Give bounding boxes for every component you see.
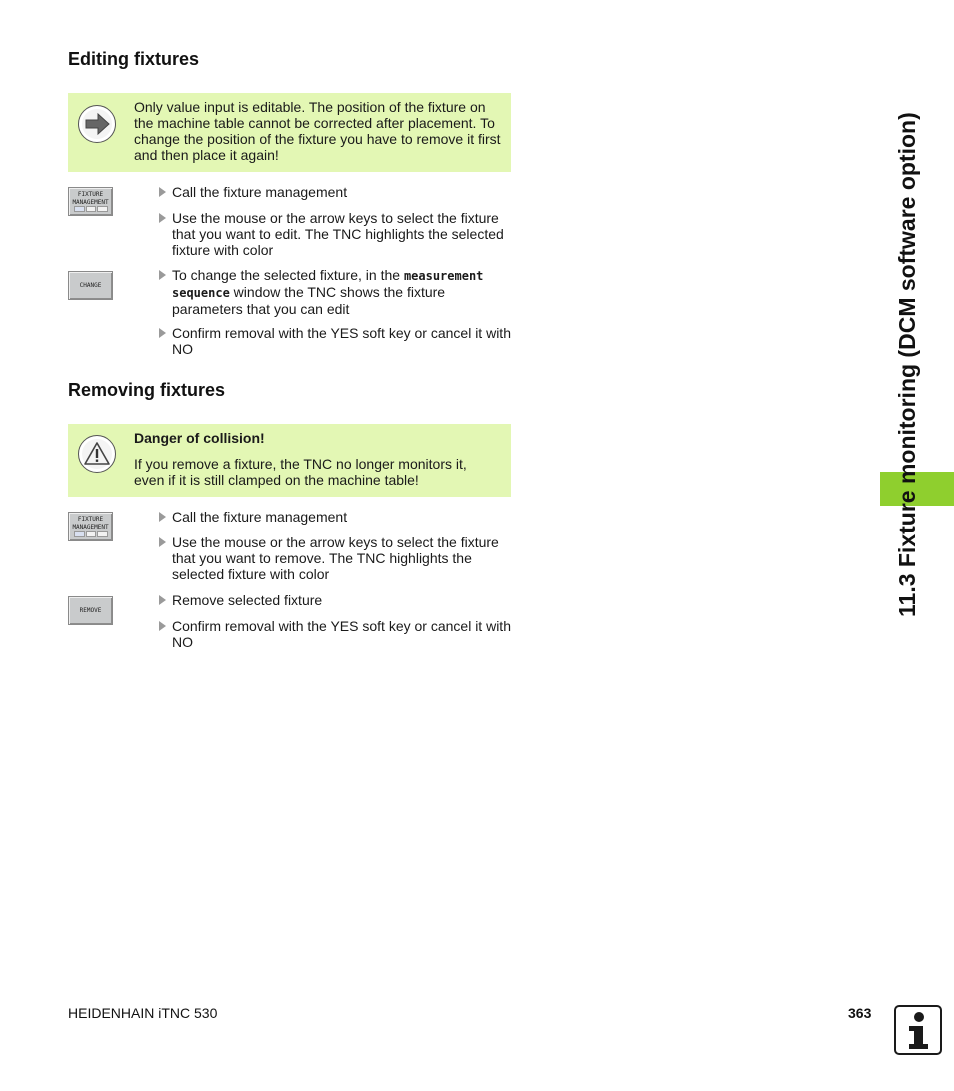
softkey-label: REMOVE (79, 607, 102, 614)
note-box-removing (68, 424, 511, 497)
step-text: Use the mouse or the arrow keys to select the fixture that you want to remove. The TNC highlights the selected fixture with color (172, 534, 499, 582)
bullet-triangle-icon (159, 595, 166, 605)
softkey-label-line1: FIXTURE (77, 516, 104, 523)
step-item (159, 184, 513, 200)
step-text-before: To change the selected fixture, in the (172, 267, 404, 283)
step-item (159, 618, 513, 650)
section-title-removing: Removing fixtures (68, 380, 226, 400)
page-number: 363 (848, 1005, 872, 1021)
arrow-right-icon (78, 105, 116, 143)
step-text: Call the fixture management (172, 184, 348, 200)
section-title-editing: Editing fixtures (68, 49, 200, 69)
step-text: Call the fixture management (172, 509, 348, 525)
softkey-change[interactable] (68, 271, 113, 300)
softkey-remove[interactable] (68, 596, 113, 625)
step-code: measurement sequence (172, 269, 484, 300)
step-text: Remove selected fixture (172, 592, 323, 608)
step-text: Confirm removal with the YES soft key or cancel it with NO (172, 618, 511, 650)
bullet-triangle-icon (159, 512, 166, 522)
bullet-triangle-icon (159, 537, 166, 547)
bullet-triangle-icon (159, 621, 166, 631)
bullet-triangle-icon (159, 187, 166, 197)
softkey-fixture-management[interactable] (68, 187, 113, 216)
softkey-mini-icons (74, 206, 108, 212)
softkey-label-line2: MANAGEMENT (72, 199, 109, 206)
step-text: Use the mouse or the arrow keys to select the fixture that you want to edit. The TNC highlights the selected fixture with color (172, 210, 504, 258)
softkey-fixture-management[interactable] (68, 512, 113, 541)
softkey-label-line1: FIXTURE (77, 191, 104, 198)
step-item (159, 267, 513, 317)
softkey-label-line2: MANAGEMENT (72, 524, 109, 531)
note-text: If you remove a fixture, the TNC no longer monitors it, even if it is still clamped on the machine table! (134, 456, 467, 488)
step-item (159, 592, 513, 608)
step-text-after: window the TNC shows the fixture parameters that you can edit (172, 284, 446, 317)
softkey-label: CHANGE (79, 282, 102, 289)
chapter-title-text: 11.3 Fixture monitoring (DCM software option) (894, 112, 920, 617)
step-item (159, 509, 513, 525)
bullet-triangle-icon (159, 270, 166, 280)
step-item (159, 210, 513, 258)
footer-product: HEIDENHAIN iTNC 530 (68, 1005, 218, 1021)
note-box-editing (68, 93, 511, 172)
step-item (159, 534, 513, 582)
step-text: Confirm removal with the YES soft key or cancel it with NO (172, 325, 511, 357)
warning-triangle-icon (78, 435, 116, 473)
info-icon (894, 1005, 942, 1055)
step-item (159, 325, 513, 357)
bullet-triangle-icon (159, 328, 166, 338)
note-heading: Danger of collision! (134, 430, 265, 446)
bullet-triangle-icon (159, 213, 166, 223)
softkey-mini-icons (74, 531, 108, 537)
note-text: Only value input is editable. The position of the fixture on the machine table cannot be corrected after placement. To change the position of the fixture you have to remove it first and then place it again! (134, 99, 501, 163)
